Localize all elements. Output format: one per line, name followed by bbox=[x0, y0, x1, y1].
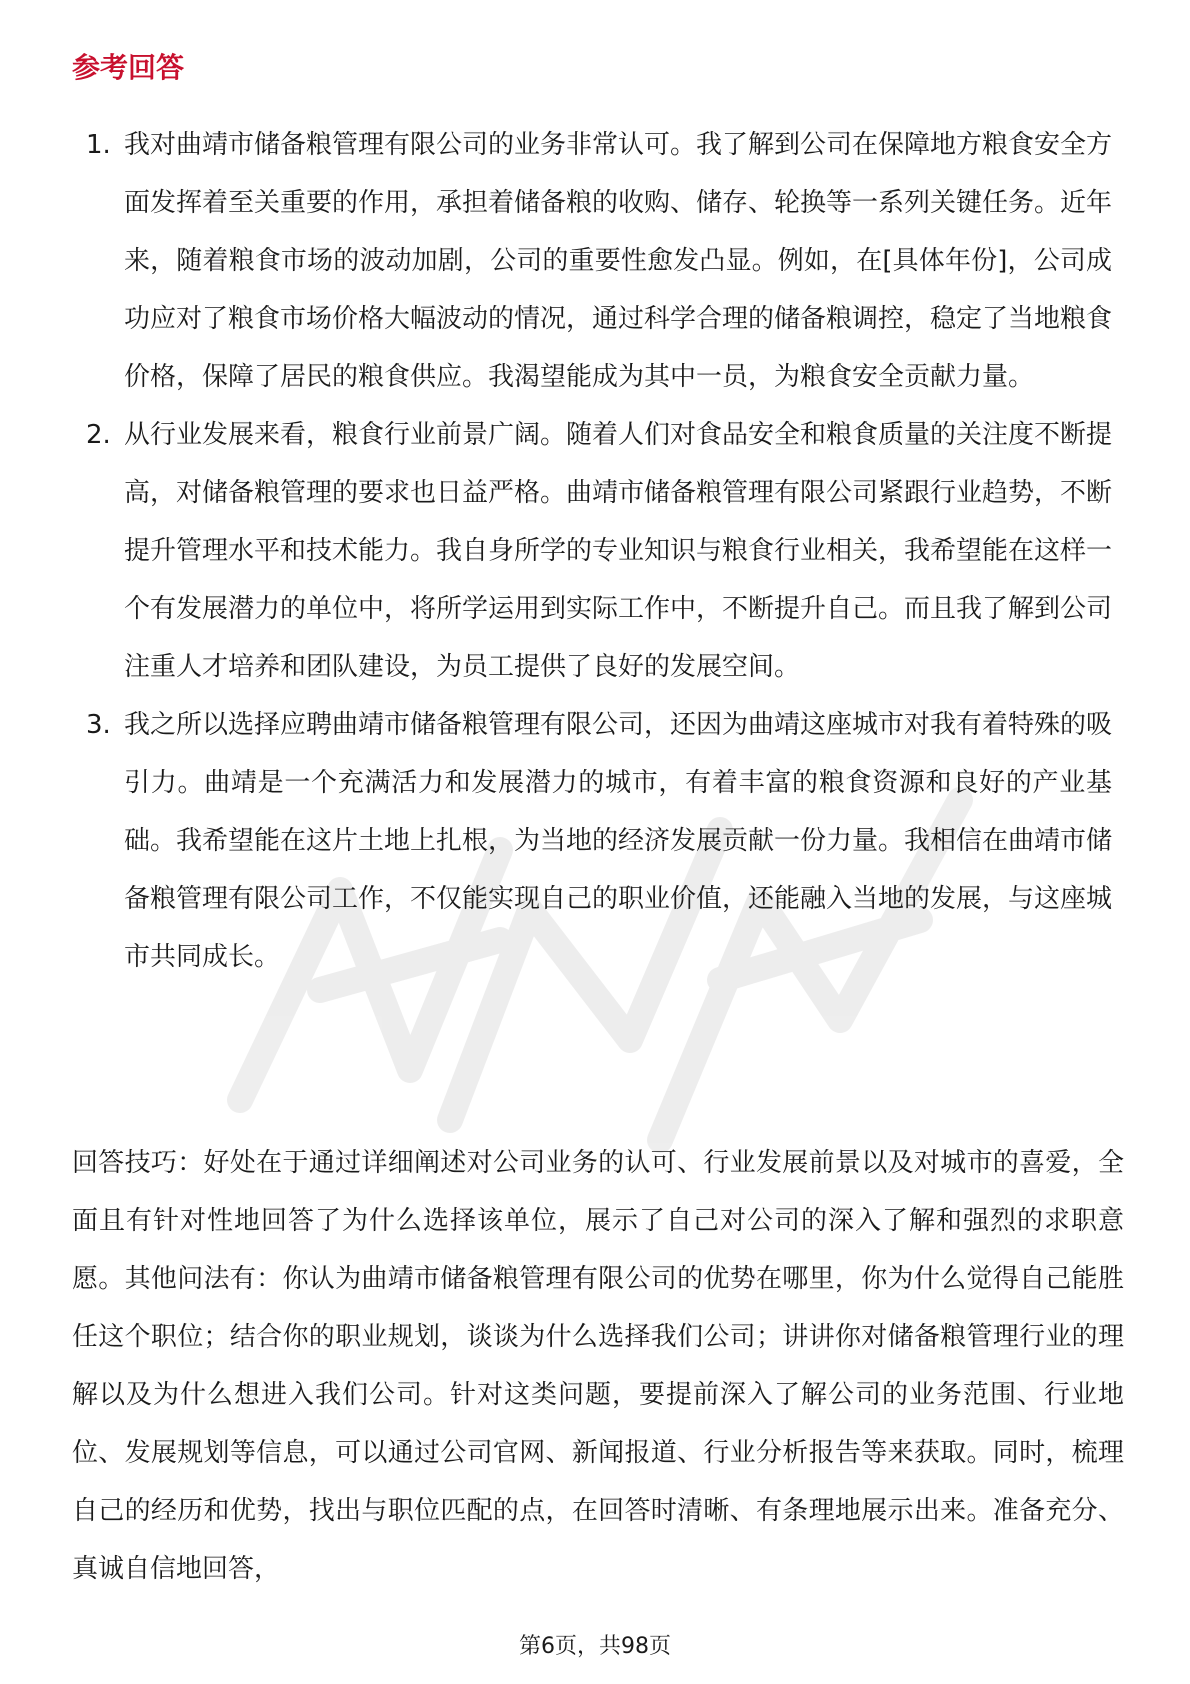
answer-text: 从行业发展来看，粮食行业前景广阔。随着人们对食品安全和粮食质量的关注度不断提高，对储备粮管理的要求也日益严格。曲靖市储备粮管理有限公司紧跟行业趋势，不断提升管理水平和技术能力。我自身所学的专业知识与粮食行业相关，我希望能在这样一个有发展潜力的单位中，将所学运用到实际工作中，不断提升自己。而且我了解到公司注重人才培养和团队建设，为员工提供了良好的发展空间。 bbox=[124, 420, 1113, 682]
tips-label: 回答技巧： bbox=[72, 1148, 204, 1178]
answer-tips bbox=[72, 1134, 1124, 1598]
tips-text: 好处在于通过详细阐述对公司业务的认可、行业发展前景以及对城市的喜爱，全面且有针对性地回答了为什么选择该单位，展示了自己对公司的深入了解和强烈的求职意愿。其他问法有：你认为曲靖市储备粮管理有限公司的优势在哪里，你为什么觉得自己能胜任这个职位；结合你的职业规划，谈谈为什么选择我们公司；讲讲你对储备粮管理行业的理解以及为什么想进入我们公司。针对这类问题，要提前深入了解公司的业务范围、行业地位、发展规划等信息，可以通过公司官网、新闻报道、行业分析报告等来获取。同时，梳理自己的经历和优势，找出与职位匹配的点，在回答时清晰、有条理地展示出来。准备充分、真诚自信地回答， bbox=[72, 1148, 1124, 1584]
page-number: 第6页，共98页 bbox=[519, 1634, 671, 1659]
answer-item-3 bbox=[72, 696, 1112, 986]
answer-text: 我对曲靖市储备粮管理有限公司的业务非常认可。我了解到公司在保障地方粮食安全方面发挥着至关重要的作用，承担着储备粮的收购、储存、轮换等一系列关键任务。近年来，随着粮食市场的波动加剧，公司的重要性愈发凸显。例如，在[具体年份]，公司成功应对了粮食市场价格大幅波动的情况，通过科学合理的储备粮调控，稳定了当地粮食价格，保障了居民的粮食供应。我渴望能成为其中一员，为粮食安全贡献力量。 bbox=[124, 130, 1113, 392]
answer-text: 我之所以选择应聘曲靖市储备粮管理有限公司，还因为曲靖这座城市对我有着特殊的吸引力。曲靖是一个充满活力和发展潜力的城市，有着丰富的粮食资源和良好的产业基础。我希望能在这片土地上扎根，为当地的经济发展贡献一份力量。我相信在曲靖市储备粮管理有限公司工作，不仅能实现自己的职业价值，还能融入当地的发展，与这座城市共同成长。 bbox=[124, 710, 1113, 972]
item-number: 2. bbox=[86, 420, 111, 450]
answer-item-2 bbox=[72, 406, 1112, 696]
item-number: 1. bbox=[86, 130, 111, 160]
answer-item-1 bbox=[72, 116, 1112, 406]
section-title: 参考回答 bbox=[72, 51, 185, 84]
answer-list bbox=[72, 116, 1112, 986]
item-number: 3. bbox=[86, 710, 111, 740]
